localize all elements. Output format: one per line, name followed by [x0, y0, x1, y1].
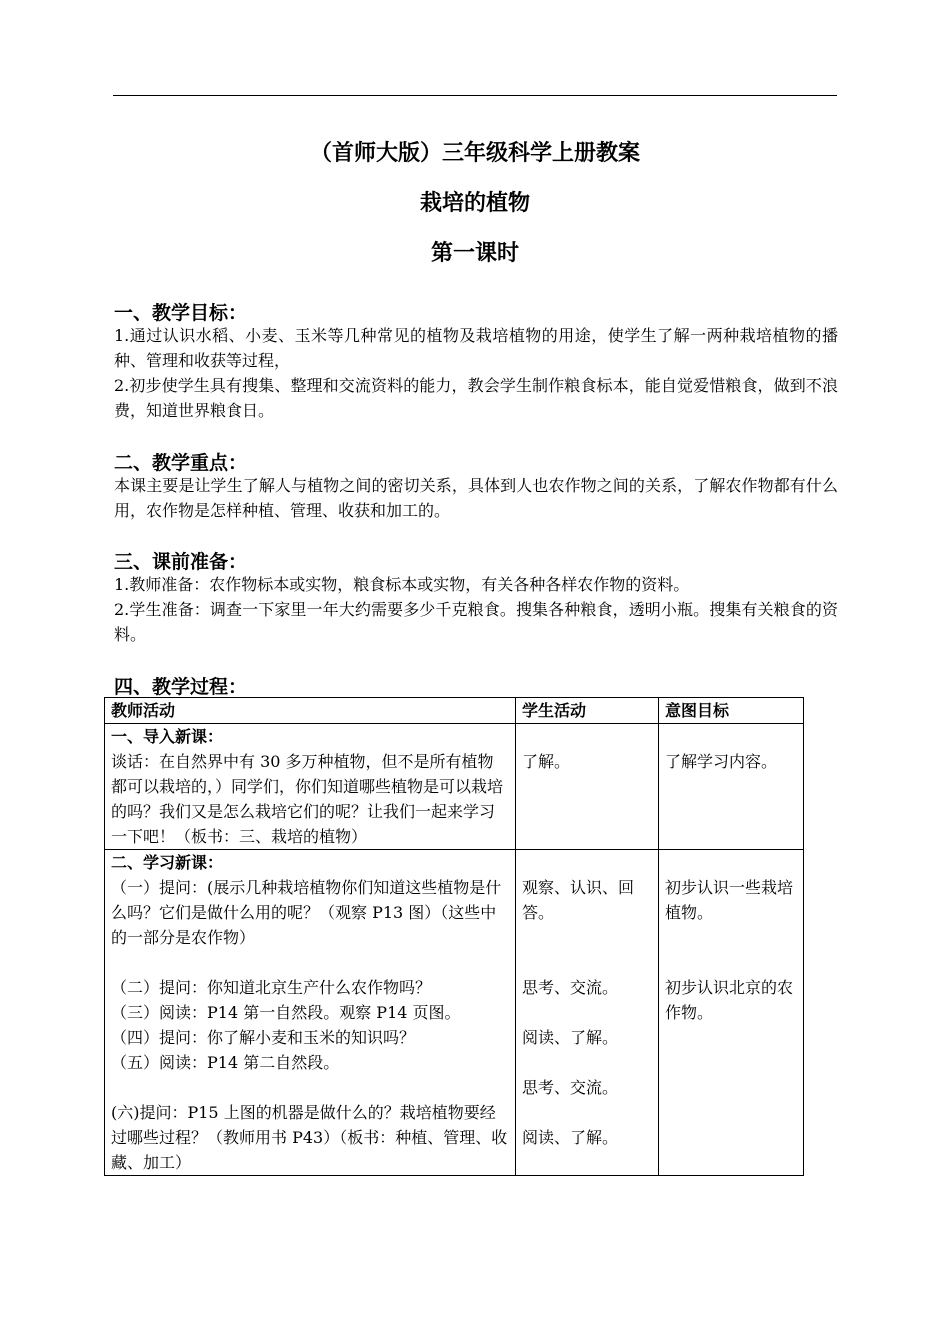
row1-goal: 了解学习内容。: [659, 724, 804, 850]
row2-goal: 初步认识一些栽培植物。 初步认识北京的农作物。: [659, 850, 804, 1176]
document-title: （首师大版）三年级科学上册教案: [309, 140, 640, 166]
row1-teacher: [105, 724, 516, 850]
process-heading: 四、教学过程：: [114, 676, 248, 698]
table-row: [105, 850, 804, 1176]
prep-item: 1.教师准备：农作物标本或实物，粮食标本或实物，有关各种各样农作物的资料。: [114, 575, 690, 594]
header-goal: 意图目标: [659, 698, 804, 724]
table-header-row: [105, 698, 804, 724]
process-table: [104, 697, 804, 1176]
goals-item: 1.通过认识水稻、小麦、玉米等几种常见的植物及栽培植物的用途，使学生了解一两种栽培植物的播种、管理和收获等过程，: [114, 326, 838, 370]
prep-item: 2.学生准备：调查一下家里一年大约需要多少千克粮食。搜集各种粮食，透明小瓶。搜集有关粮食的资料。: [114, 600, 838, 644]
row2-student: 观察、认识、回答。 思考、交流。 阅读、了解。 思考、交流。 阅读、了解。: [516, 850, 659, 1176]
header-rule: [113, 95, 837, 96]
goals-text: [114, 323, 838, 423]
row1-teacher-text: 谈话：在自然界中有 30 多万种植物，但不是所有植物都可以栽培的，）同学们，你们知道哪些植物是可以栽培的吗？我们又是怎么栽培它们的呢？让我们一起来学习一下吧！（板书：三、栽培的植物）: [111, 752, 504, 846]
row1-teacher-title: 一、导入新课：: [111, 727, 224, 746]
goals-heading: 一、教学目标：: [114, 302, 248, 324]
header-teacher: 教师活动: [105, 698, 516, 724]
row2-teacher: 二、学习新课： （一）提问：(展示几种栽培植物你们知道这些植物是什么吗？它们是做什么用的呢？（观察 P13 图）（这些中的一部分是农作物） （二）提问：你知道北京生产什么农作物吗？ （三）阅读：P14 第一自然段。观察 P14 页图。 （四）提问：你了解小麦和玉米的知识吗？ （五）阅读：P14 第二自然段。 (六)提问：P15 上图的机器是做什么的？栽培植物要经过哪些过程？（教师用书 P43）（板书：种植、管理、收藏、加工）: [105, 850, 516, 1176]
prep-text: [114, 572, 838, 647]
key-points-heading: 二、教学重点：: [114, 452, 248, 474]
row1-student: 了解。: [516, 724, 659, 850]
header-student: 学生活动: [516, 698, 659, 724]
prep-heading: 三、课前准备：: [114, 551, 248, 573]
row2-teacher-title: 二、学习新课：: [111, 853, 224, 872]
goals-item: 2.初步使学生具有搜集、整理和交流资料的能力，教会学生制作粮食标本，能自觉爱惜粮食，做到不浪费，知道世界粮食日。: [114, 376, 838, 420]
lesson-label: 第一课时: [430, 240, 519, 266]
document-subtitle: 栽培的植物: [419, 190, 530, 216]
table-row: [105, 724, 804, 850]
key-points-text: 本课主要是让学生了解人与植物之间的密切关系，具体到人也农作物之间的关系，了解农作物都有什么用，农作物是怎样种植、管理、收获和加工的。: [114, 476, 838, 520]
